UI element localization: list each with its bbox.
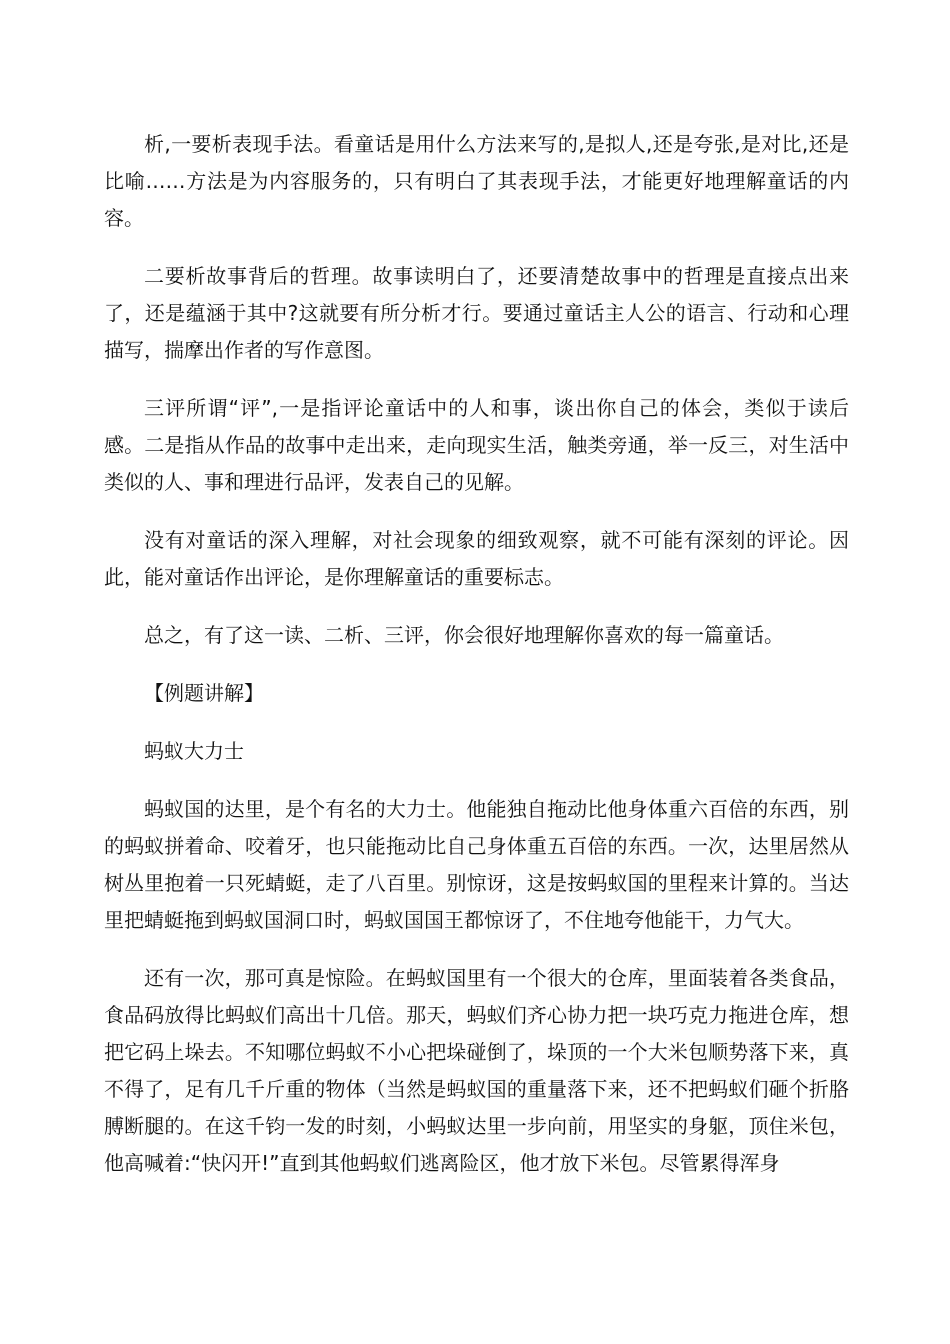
paragraph-analysis-philosophy: 二要析故事背后的哲理。故事读明白了，还要清楚故事中的哲理是直接点出来了，还是蕴涵于其中?这就要有所分析才行。要通过童话主人公的语言、行动和心理描写，揣摩出作者的写作意图。: [104, 264, 849, 362]
section-heading-example: 【例题讲解】: [144, 681, 264, 705]
paragraph-evaluation: 三评所谓“评”,一是指评论童话中的人和事，谈出你自己的体会，类似于读后感。二是指从作品的故事中走出来，走向现实生活，触类旁通，举一反三，对生活中类似的人、事和理进行品评，发表自己的见解。: [104, 396, 849, 494]
story-paragraph-2: 还有一次，那可真是惊险。在蚂蚁国里有一个很大的仓库，里面装着各类食品，食品码放得比蚂蚁们高出十几倍。那天，蚂蚁们齐心协力把一块巧克力拖进仓库，想把它码上垛去。不知哪位蚂蚁不小心把垛碰倒了，垛顶的一个大米包顺势落下来，真不得了，足有几千斤重的物体（当然是蚂蚁国的重量落下来，还不把蚂蚁们砸个折胳膊断腿的。在这千钧一发的时刻，小蚂蚁达里一步向前，用坚实的身躯，顶住米包，他高喊着:“快闪开!”直到其他蚂蚁们逃离险区，他才放下米包。尽管累得浑身: [104, 966, 849, 1175]
paragraph-summary: 总之，有了这一读、二析、三评，你会很好地理解你喜欢的每一篇童话。: [144, 623, 784, 647]
story-paragraph-1: 蚂蚁国的达里，是个有名的大力士。他能独自拖动比他身体重六百倍的东西，别的蚂蚁拼着命、咬着牙，也只能拖动比自己身体重五百倍的东西。一次，达里居然从树丛里抱着一只死蜻蜓，走了八百里。别惊讶，这是按蚂蚁国的里程来计算的。当达里把蜻蜓拖到蚂蚁国洞口时，蚂蚁国国王都惊讶了，不住地夸他能干，力气大。: [104, 797, 849, 932]
paragraph-analysis-technique: 析,一要析表现手法。看童话是用什么方法来写的,是拟人,还是夸张,是对比,还是比喻……方法是为内容服务的，只有明白了其表现手法，才能更好地理解童话的内容。: [104, 132, 849, 230]
story-title: 蚂蚁大力士: [144, 739, 244, 763]
document-page: [104, 126, 849, 1203]
paragraph-understanding: 没有对童话的深入理解，对社会现象的细致观察，就不可能有深刻的评论。因此，能对童话作出评论，是你理解童话的重要标志。: [104, 528, 849, 589]
